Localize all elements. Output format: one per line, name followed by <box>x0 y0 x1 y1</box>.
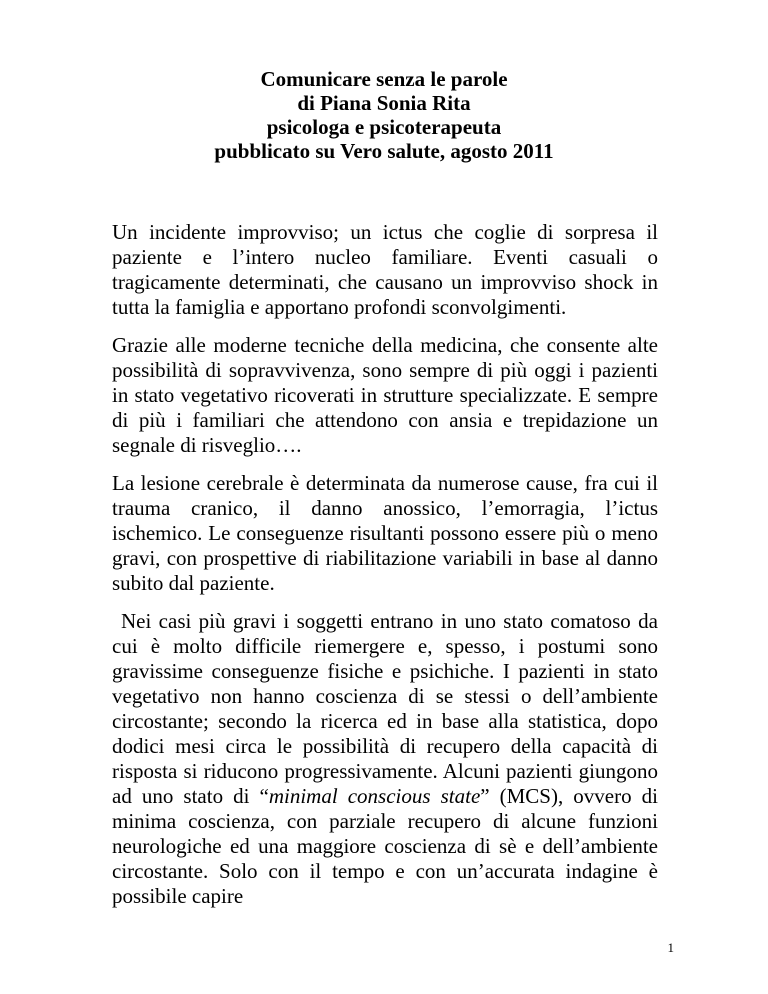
paragraph-4 <box>112 609 658 909</box>
paragraph-3: La lesione cerebrale è determinata da numerose cause, fra cui il trauma cranico, il danno anossico, l’emorragia, l’ictus ischemico. Le conseguenze risultanti possono essere più o meno gravi, con prospettive di riabilitazione variabili in base al danno subito dal paziente. <box>112 471 658 595</box>
publication-line: pubblicato su Vero salute, agosto 2011 <box>214 139 554 163</box>
paragraph-4-text-b: ” (MCS), ovvero di minima coscienza, con parziale recupero di alcune funzioni neurologiche ed una maggiore coscienza di sè e dell’ambiente circostante. Solo con il tempo e con un’accurata indagine è possibile capire <box>112 784 658 908</box>
paragraph-1: Un incidente improvviso; un ictus che coglie di sorpresa il paziente e l’intero nucleo familiare. Eventi casuali o tragicamente determinati, che causano un improvviso shock in tutta la famiglia e apportano profondi sconvolgimenti. <box>112 220 658 319</box>
article-title: Comunicare senza le parole <box>260 67 508 91</box>
page-number: 1 <box>667 940 674 955</box>
author-role: psicologa e psicoterapeuta <box>266 115 502 139</box>
title-block <box>0 67 768 163</box>
paragraph-2: Grazie alle moderne tecniche della medicina, che consente alte possibilità di sopravvivenza, sono sempre di più oggi i pazienti in stato vegetativo ricoverati in strutture specializzate. E sempre di più i familiari che attendono con ansia e trepidazione un segnale di risveglio…. <box>112 333 658 457</box>
article-body <box>112 220 658 922</box>
paragraph-4-text-a: Nei casi più gravi i soggetti entrano in uno stato comatoso da cui è molto difficile riemergere e, spesso, i postumi sono gravissime conseguenze fisiche e psichiche. I pazienti in stato vegetativo non hanno coscienza di se stessi o dell’ambiente circostante; secondo la ricerca ed in base alla statistica, dopo dodici mesi circa le possibilità di recupero della capacità di risposta si riducono progressivamente. Alcuni pazienti giungono ad uno stato di “ <box>112 609 658 808</box>
paragraph-4-italic-term: minimal conscious state <box>268 784 481 808</box>
author-line: di Piana Sonia Rita <box>297 91 471 115</box>
